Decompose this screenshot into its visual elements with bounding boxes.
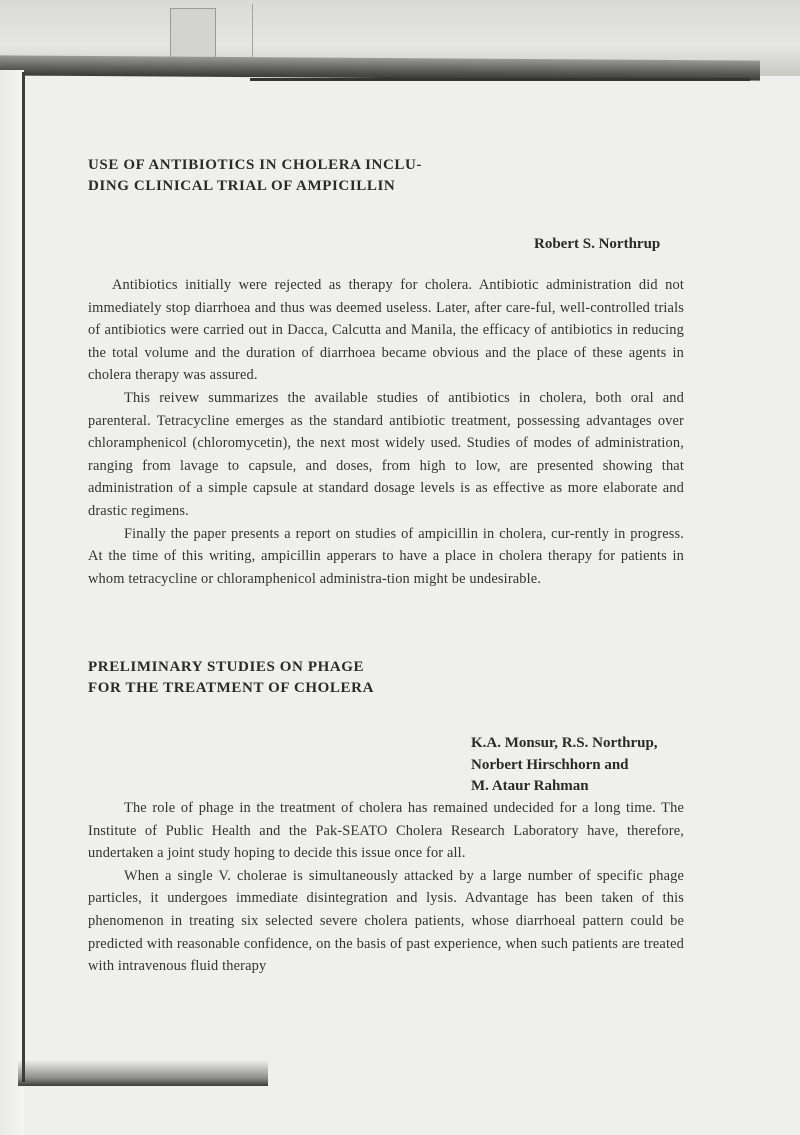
- paragraph: Finally the paper presents a report on studies of ampicillin in cholera, cur-rently in progress. At the time of this writing, ampicillin apperars to have a place in cholera therapy for patients in whom tetracycline or chloramphenicol administra-tion might be undesirable.: [88, 525, 684, 587]
- article-title-line: DING CLINICAL TRIAL OF AMPICILLIN: [88, 178, 396, 194]
- author-line: Norbert Hirschhorn and: [471, 756, 629, 773]
- article-body: [88, 274, 684, 590]
- article-title: [88, 657, 374, 699]
- article-authors: [471, 733, 658, 798]
- article-title-line: FOR THE TREATMENT OF CHOLERA: [88, 680, 375, 696]
- article-title-line: USE OF ANTIBIOTICS IN CHOLERA INCLU-: [88, 157, 423, 173]
- paragraph: Antibiotics initially were rejected as therapy for cholera. Antibiotic administration did not immediately stop diarrhoea and thus was deemed useless. Later, after care-ful, well-controlled trials of antibiotics were carried out in Dacca, Calcutta and Manila, the efficacy of antibiotics in reducing the total volume and the duration of diarrhoea became obvious and the place of these agents in cholera therapy was assured.: [88, 277, 684, 384]
- article-title-line: PRELIMINARY STUDIES ON PHAGE: [88, 659, 365, 675]
- paragraph: When a single V. cholerae is simultaneously attacked by a large number of specific phage particles, it undergoes immediate disintegration and lysis. Advantage has been taken of this phenomenon in treating six selected severe cholera patients, whose diarrhoeal pattern could be predicted with reasonable confidence, on the basis of past experience, when such patients are treated with intravenous fluid therapy: [88, 867, 684, 975]
- paragraph: This reivew summarizes the available studies of antibiotics in cholera, both oral and parenteral. Tetracycline emerges as the standard antibiotic treatment, possessing advantages over chloramphenicol (chloromycetin), the next most widely used. Studies of modes of administration, ranging from lavage to capsule, and doses, from high to low, are presented showing that administration of a simple capsule at standard dosage levels is as effective as more elaborate and drastic regimens.: [88, 389, 684, 519]
- article-title: [88, 155, 422, 197]
- article-body: [88, 797, 684, 978]
- author-line: K.A. Monsur, R.S. Northrup,: [471, 735, 658, 751]
- author-line: M. Ataur Rahman: [471, 778, 589, 794]
- article-author: Robert S. Northrup: [534, 236, 661, 252]
- paragraph: The role of phage in the treatment of cholera has remained undecided for a long time. The Institute of Public Health and the Pak-SEATO Cholera Research Laboratory have, therefore, undertaken a joint study hoping to decide this issue once for all.: [88, 800, 684, 862]
